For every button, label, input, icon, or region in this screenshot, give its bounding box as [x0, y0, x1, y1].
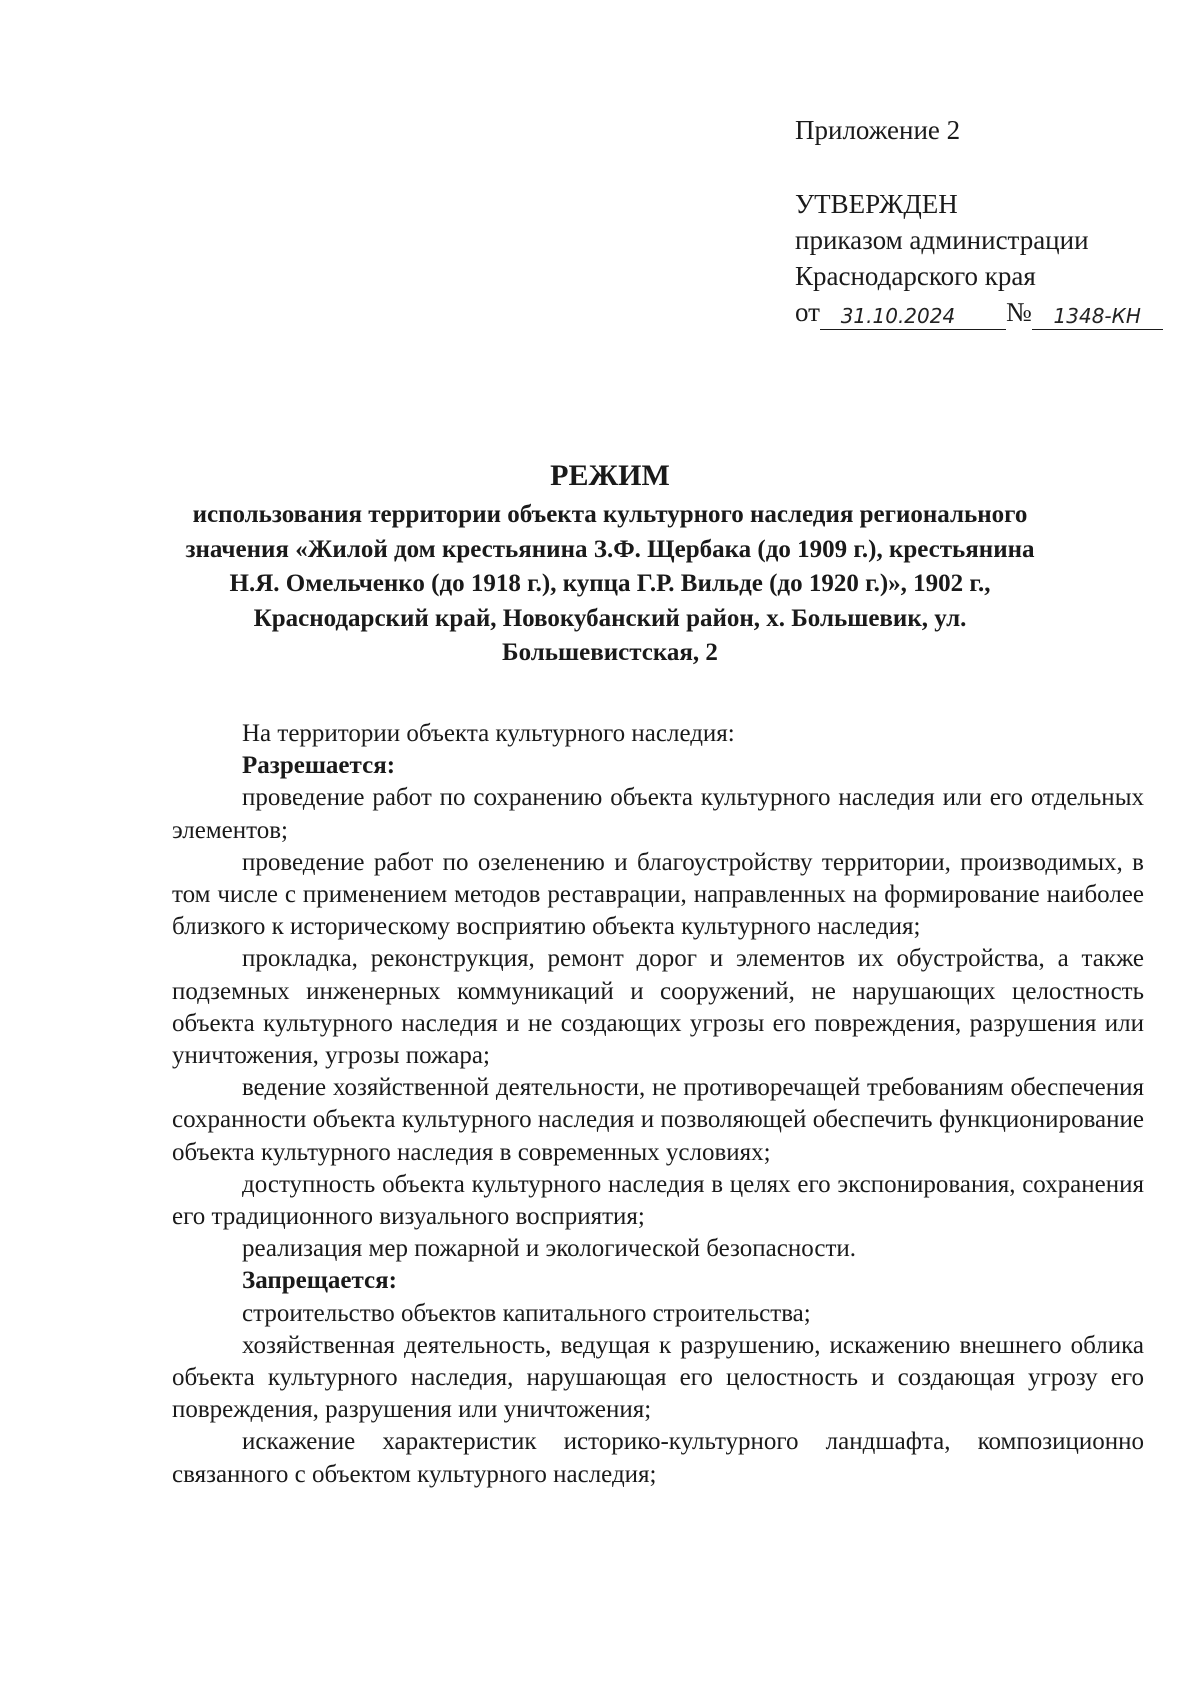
forbidden-item: хозяйственная деятельность, ведущая к разрушению, искажению внешнего облика объекта культурного наследия, нарушающая его целостность и создающая угрозу его повреждения, разрушения или уничтожения; — [172, 1331, 1144, 1424]
from-label: от — [795, 297, 820, 327]
forbidden-heading: Запрещается: — [242, 1267, 398, 1295]
allowed-item: доступность объекта культурного наследия в целях его экспонирования, сохранения его традиционного визуального восприятия; — [172, 1170, 1144, 1231]
allowed-item: проведение работ по озеленению и благоустройству территории, производимых, в том числе с применением методов реставрации, направленных на формирование наиболее близкого к историческому восприятию объекта культурного наследия; — [172, 848, 1144, 941]
allowed-item: реализация мер пожарной и экологической безопасности. — [242, 1235, 857, 1263]
allowed-item: проведение работ по сохранению объекта культурного наследия или его отдельных элементов; — [172, 784, 1144, 844]
allowed-heading: Разрешается: — [242, 752, 396, 780]
document-body — [172, 718, 1144, 1491]
order-label: приказом администрации — [795, 225, 1089, 255]
approval-block — [795, 112, 1163, 330]
approved-label: УТВЕРЖДЕН — [795, 189, 958, 219]
document-subtitle: использования территории объекта культурного наследия регионального значения «Жилой дом крестьянина З.Ф. Щербака (до 1909 г.), крестьянина Н.Я. Омельченко (до 1918 г.), купца Г.Р. Вильде (до 1920 г.)», 1902 г., Краснодарский край, Новокубанский район, х. Большевик, ул. Большевистская, 2 — [185, 501, 1035, 666]
region-label: Краснодарского края — [795, 261, 1036, 291]
number-sign: № — [1005, 297, 1032, 327]
forbidden-item: искажение характеристик историко-культурного ландшафта, композиционно связанного с объектом культурного наследия; — [172, 1428, 1144, 1488]
allowed-item: ведение хозяйственной деятельности, не противоречащей требованиям обеспечения сохранности объекта культурного наследия и позволяющей обеспечить функционирование объекта культурного наследия в современных условиях; — [172, 1074, 1144, 1166]
order-date-number-line — [795, 294, 1163, 330]
intro-paragraph: На территории объекта культурного наследия: — [242, 720, 735, 747]
appendix-label: Приложение 2 — [795, 115, 961, 145]
allowed-item: прокладка, реконструкция, ремонт дорог и элементов их обустройства, а также подземных инженерных коммуникаций и сооружений, не нарушающих целостность объекта культурного наследия и не создающих угрозы его повреждения, разрушения или уничтожения, угрозы пожара; — [172, 945, 1144, 1070]
forbidden-item: строительство объектов капитального строительства; — [242, 1299, 811, 1327]
blank-underline — [976, 303, 1006, 330]
order-date: 31.10.2024 — [820, 303, 976, 330]
title-block — [160, 456, 1060, 671]
order-number: 1348-КН — [1032, 303, 1163, 330]
document-title: РЕЖИМ — [550, 459, 670, 492]
